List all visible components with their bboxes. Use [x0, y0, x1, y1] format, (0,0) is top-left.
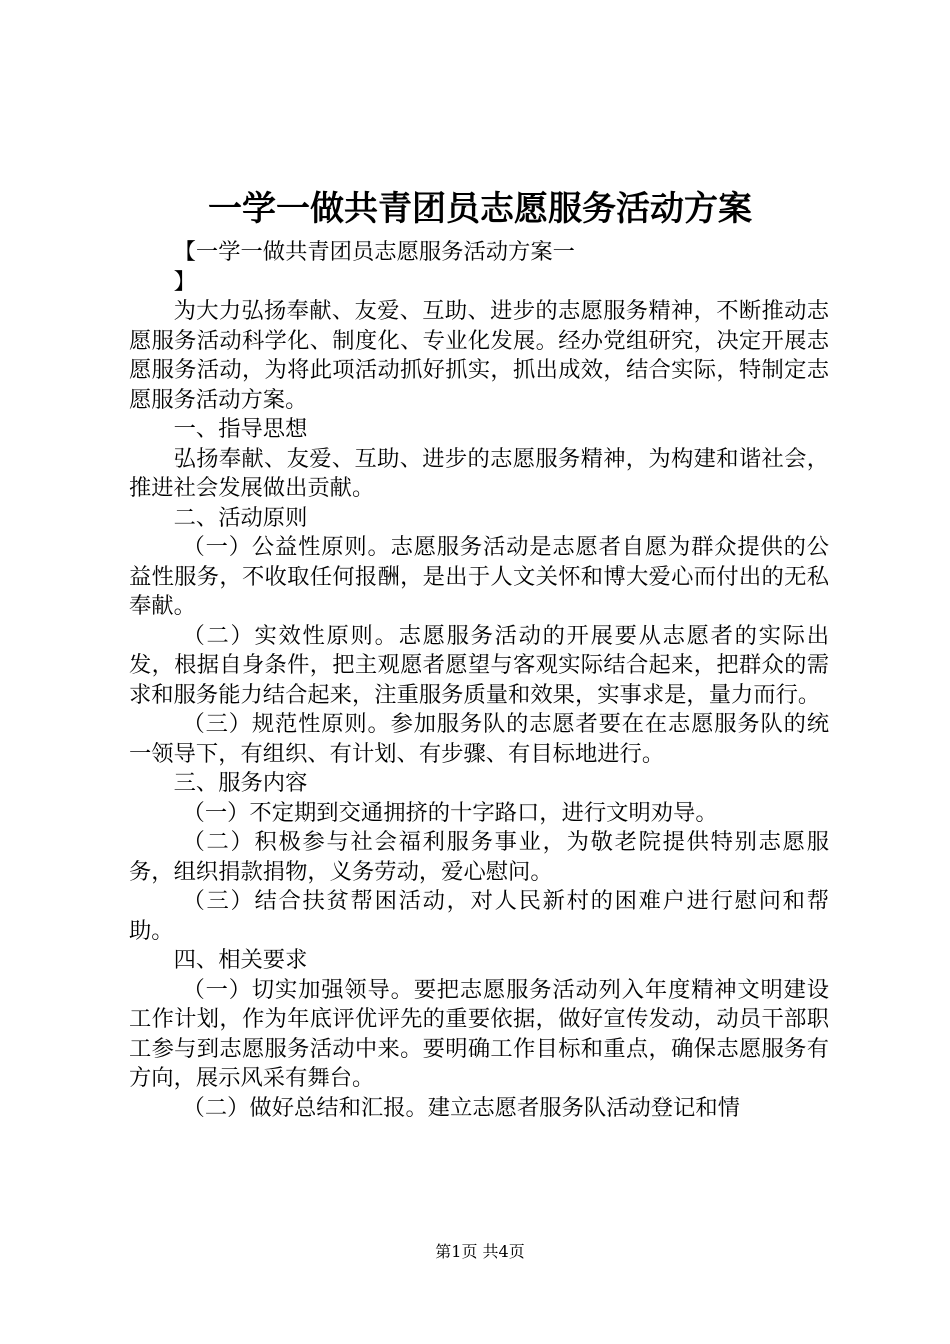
subtitle-open: 【一学一做共青团员志愿服务活动方案一	[173, 239, 575, 265]
paragraph-intro: 为大力弘扬奉献、友爱、互助、进步的志愿服务精神，不断推动志愿服务活动科学化、制度化、专业化发展。经办党组研究，决定开展志愿服务活动，为将此项活动抓好抓实，抓出成效，结合实际，特制定志愿服务活动方案。	[129, 298, 829, 413]
paragraph-guiding-ideology: 弘扬奉献、友爱、互助、进步的志愿服务精神，为构建和谐社会，推进社会发展做出贡献。	[129, 445, 829, 501]
heading-requirements: 四、相关要求	[173, 947, 308, 973]
paragraph-principle-2: （二）实效性原则。志愿服务活动的开展要从志愿者的实际出发，根据自身条件，把主观愿者愿望与客观实际结合起来，把群众的需求和服务能力结合起来，注重服务质量和效果，实事求是，量力而行。	[129, 622, 829, 708]
paragraph-principle-1: （一）公益性原则。志愿服务活动是志愿者自愿为群众提供的公益性服务，不收取任何报酬，是出于人文关怀和博大爱心而付出的无私奉献。	[129, 534, 829, 619]
page-indicator: 第1页 共4页	[435, 1242, 525, 1261]
paragraph-service-1: （一）不定期到交通拥挤的十字路口，进行文明劝导。	[182, 799, 718, 826]
heading-activity-principles: 二、活动原则	[173, 504, 308, 531]
document-body	[129, 238, 829, 1123]
paragraph-service-3: （三）结合扶贫帮困活动，对人民新村的困难户进行慰问和帮助。	[129, 888, 829, 944]
paragraph-requirement-2: （二）做好总结和汇报。建立志愿者服务队活动登记和情	[182, 1094, 740, 1121]
document-title: 一学一做共青团员志愿服务活动方案	[208, 189, 752, 229]
subtitle-close: 】	[173, 268, 196, 295]
heading-service-content: 三、服务内容	[173, 770, 308, 796]
heading-guiding-ideology: 一、指导思想	[173, 416, 308, 442]
paragraph-requirement-1: （一）切实加强领导。要把志愿服务活动列入年度精神文明建设工作计划，作为年底评优评先的重要依据，做好宣传发动，动员干部职工参与到志愿服务活动中来。要明确工作目标和重点，确保志愿服务有方向，展示风采有舞台。	[129, 976, 829, 1091]
paragraph-service-2: （二）积极参与社会福利服务事业，为敬老院提供特别志愿服务，组织捐款捐物，义务劳动，爱心慰问。	[129, 829, 829, 885]
paragraph-principle-3: （三）规范性原则。参加服务队的志愿者要在在志愿服务队的统一领导下，有组织、有计划、有步骤、有目标地进行。	[129, 711, 829, 767]
